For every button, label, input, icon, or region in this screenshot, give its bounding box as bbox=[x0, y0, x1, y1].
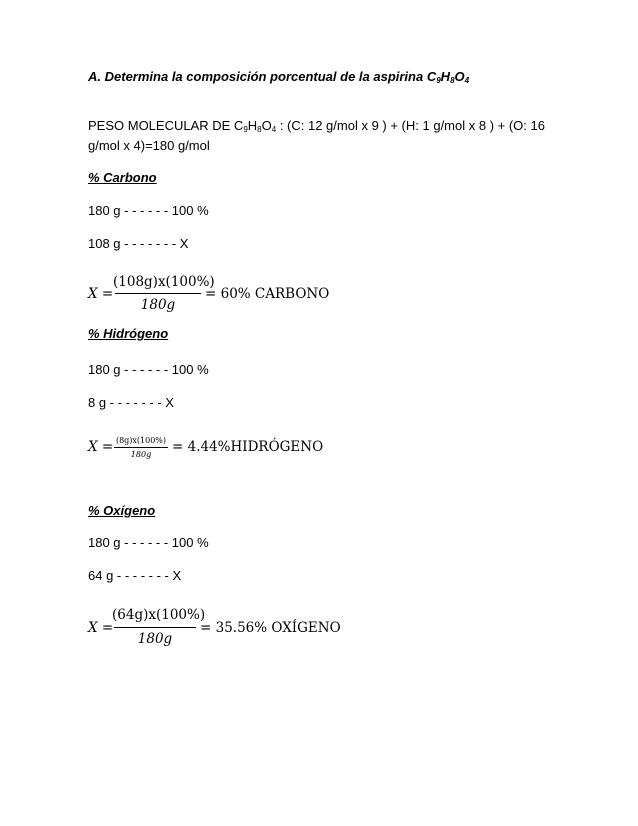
oxigeno-rule-2: 64 g - - - - - - - X bbox=[88, 568, 182, 583]
molecular-line-2: g/mol x 4)=180 g/mol bbox=[88, 138, 210, 153]
hidrogeno-rule-2: 8 g - - - - - - - X bbox=[88, 395, 174, 410]
hidrogeno-result: = 4.44%HIDRÓGENO bbox=[172, 439, 324, 455]
carbono-rule-2: 108 g - - - - - - - X bbox=[88, 236, 189, 251]
hidrogeno-heading: % Hidrógeno bbox=[88, 326, 169, 341]
title bbox=[88, 69, 469, 85]
carbono-fraction-bar bbox=[115, 293, 201, 294]
carbono-lhs: X = bbox=[88, 286, 114, 302]
oxigeno-lhs: X = bbox=[88, 620, 114, 636]
title-h: H bbox=[440, 69, 451, 84]
title-prefix: A. bbox=[88, 69, 101, 84]
oxigeno-fraction-bar bbox=[114, 627, 196, 628]
molecular-o: O bbox=[261, 118, 272, 133]
molecular-sub-9: 9 bbox=[243, 125, 248, 134]
oxigeno-heading: % Oxígeno bbox=[88, 503, 156, 518]
title-text: Determina la composición porcentual de la aspirina C bbox=[104, 69, 437, 84]
molecular-h: H bbox=[247, 118, 258, 133]
hidrogeno-denominator: 180g bbox=[130, 450, 152, 459]
carbono-numerator: (108g)x(100%) bbox=[113, 274, 215, 290]
carbono-rule-1: 180 g - - - - - - 100 % bbox=[88, 203, 209, 218]
oxigeno-numerator: (64g)x(100%) bbox=[112, 607, 206, 623]
carbono-result: = 60% CARBONO bbox=[205, 286, 330, 302]
title-sub-8: 8 bbox=[450, 76, 455, 85]
hidrogeno-lhs: X = bbox=[88, 439, 114, 455]
hidrogeno-numerator: (8g)x(100%) bbox=[115, 436, 167, 445]
molecular-sub-8: 8 bbox=[257, 125, 262, 134]
title-o: O bbox=[454, 69, 465, 84]
oxigeno-result: = 35.56% OXÍGENO bbox=[200, 620, 341, 636]
hidrogeno-fraction-bar bbox=[114, 447, 168, 448]
molecular-line-1 bbox=[88, 118, 545, 134]
title-sub-9: 9 bbox=[436, 76, 441, 85]
molecular-rest: : (C: 12 g/mol x 9 ) + (H: 1 g/mol x 8 ) + (O: 16 bbox=[276, 118, 545, 133]
title-sub-4: 4 bbox=[464, 76, 470, 85]
molecular-prefix: PESO MOLECULAR DE C bbox=[88, 118, 244, 133]
carbono-denominator: 180g bbox=[140, 297, 176, 313]
oxigeno-denominator: 180g bbox=[137, 631, 173, 647]
hidrogeno-rule-1: 180 g - - - - - - 100 % bbox=[88, 362, 209, 377]
molecular-sub-4: 4 bbox=[271, 125, 277, 134]
oxigeno-rule-1: 180 g - - - - - - 100 % bbox=[88, 535, 209, 550]
carbono-heading: % Carbono bbox=[88, 170, 157, 185]
